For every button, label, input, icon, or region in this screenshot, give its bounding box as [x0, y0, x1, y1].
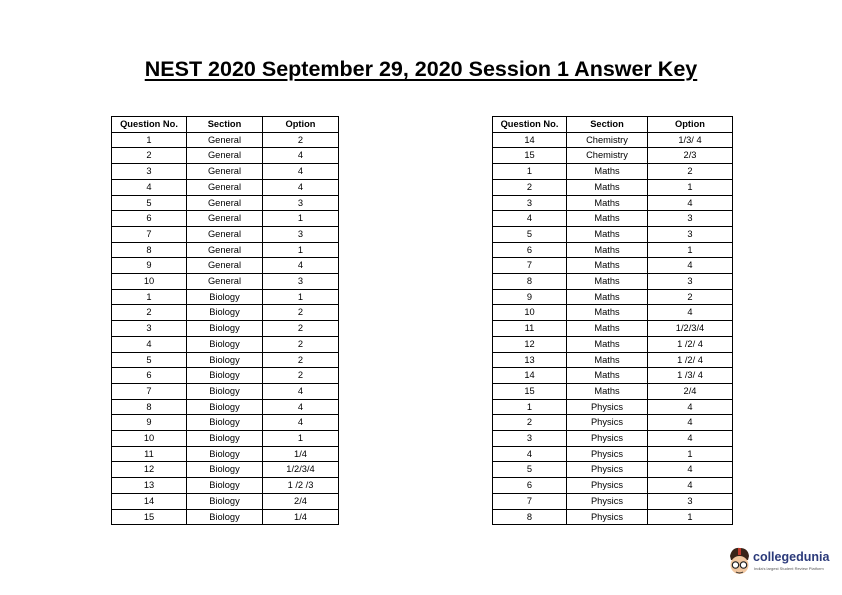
- section-cell: Biology: [187, 431, 263, 447]
- table-row: [112, 352, 339, 368]
- section-cell: General: [187, 226, 263, 242]
- section-cell: Maths: [567, 352, 648, 368]
- question-no-cell: 14: [493, 368, 567, 384]
- header-option: Option: [263, 117, 339, 133]
- collegedunia-logo: [726, 546, 836, 580]
- section-cell: Maths: [567, 274, 648, 290]
- option-cell: 3: [648, 226, 733, 242]
- question-no-cell: 4: [493, 211, 567, 227]
- question-no-cell: 2: [493, 415, 567, 431]
- option-cell: 4: [648, 258, 733, 274]
- section-cell: Biology: [187, 509, 263, 525]
- table-row: [112, 132, 339, 148]
- section-cell: General: [187, 258, 263, 274]
- section-cell: General: [187, 164, 263, 180]
- option-cell: 4: [648, 305, 733, 321]
- option-cell: 3: [648, 211, 733, 227]
- question-no-cell: 7: [112, 383, 187, 399]
- question-no-cell: 8: [493, 274, 567, 290]
- section-cell: Biology: [187, 289, 263, 305]
- option-cell: 4: [263, 164, 339, 180]
- option-cell: 3: [648, 274, 733, 290]
- header-question-no: Question No.: [112, 117, 187, 133]
- option-cell: 1: [263, 431, 339, 447]
- question-no-cell: 5: [493, 462, 567, 478]
- section-cell: Physics: [567, 399, 648, 415]
- header-question-no: Question No.: [493, 117, 567, 133]
- section-cell: Biology: [187, 493, 263, 509]
- question-no-cell: 5: [112, 195, 187, 211]
- question-no-cell: 12: [112, 462, 187, 478]
- question-no-cell: 4: [112, 179, 187, 195]
- option-cell: 1: [263, 211, 339, 227]
- option-cell: 1/2/3/4: [263, 462, 339, 478]
- option-cell: 2/4: [263, 493, 339, 509]
- option-cell: 1: [263, 289, 339, 305]
- question-no-cell: 5: [493, 226, 567, 242]
- question-no-cell: 15: [493, 383, 567, 399]
- question-no-cell: 7: [493, 258, 567, 274]
- option-cell: 3: [648, 493, 733, 509]
- question-no-cell: 4: [112, 336, 187, 352]
- table-row: [493, 132, 733, 148]
- mascot-icon: [726, 546, 752, 578]
- table-row: [493, 274, 733, 290]
- option-cell: 3: [263, 195, 339, 211]
- option-cell: 1/2/3/4: [648, 321, 733, 337]
- section-cell: Chemistry: [567, 148, 648, 164]
- section-cell: Biology: [187, 336, 263, 352]
- section-cell: General: [187, 195, 263, 211]
- section-cell: Maths: [567, 289, 648, 305]
- logo-brand: collegedunia: [753, 550, 830, 564]
- section-cell: General: [187, 242, 263, 258]
- option-cell: 1: [648, 179, 733, 195]
- question-no-cell: 13: [493, 352, 567, 368]
- question-no-cell: 15: [493, 148, 567, 164]
- question-no-cell: 5: [112, 352, 187, 368]
- option-cell: 2: [648, 164, 733, 180]
- section-cell: Biology: [187, 352, 263, 368]
- option-cell: 2: [263, 305, 339, 321]
- option-cell: 2/3: [648, 148, 733, 164]
- table-header-row: [112, 117, 339, 133]
- page-title: NEST 2020 September 29, 2020 Session 1 Answer Key: [144, 57, 698, 81]
- section-cell: General: [187, 148, 263, 164]
- section-cell: Maths: [567, 179, 648, 195]
- option-cell: 1: [648, 509, 733, 525]
- option-cell: 4: [648, 195, 733, 211]
- section-cell: Maths: [567, 321, 648, 337]
- table-row: [112, 493, 339, 509]
- table-row: [493, 305, 733, 321]
- table-row: [112, 478, 339, 494]
- question-no-cell: 2: [112, 305, 187, 321]
- table-row: [112, 368, 339, 384]
- question-no-cell: 1: [112, 289, 187, 305]
- answer-table-left: [111, 116, 339, 525]
- section-cell: Maths: [567, 164, 648, 180]
- section-cell: Maths: [567, 258, 648, 274]
- table-row: [112, 446, 339, 462]
- section-cell: Physics: [567, 509, 648, 525]
- section-cell: Physics: [567, 462, 648, 478]
- option-cell: 1 /2/ 4: [648, 352, 733, 368]
- table-row: [493, 242, 733, 258]
- table-row: [112, 211, 339, 227]
- question-no-cell: 11: [112, 446, 187, 462]
- table-row: [493, 352, 733, 368]
- table-row: [112, 431, 339, 447]
- section-cell: Biology: [187, 305, 263, 321]
- section-cell: Biology: [187, 446, 263, 462]
- option-cell: 4: [648, 431, 733, 447]
- table-row: [493, 431, 733, 447]
- option-cell: 1: [263, 242, 339, 258]
- answer-table-right: [492, 116, 733, 525]
- section-cell: Maths: [567, 242, 648, 258]
- table-row: [493, 336, 733, 352]
- header-section: Section: [187, 117, 263, 133]
- question-no-cell: 11: [493, 321, 567, 337]
- option-cell: 4: [263, 179, 339, 195]
- table-row: [493, 148, 733, 164]
- section-cell: Maths: [567, 226, 648, 242]
- option-cell: 4: [263, 415, 339, 431]
- option-cell: 4: [263, 399, 339, 415]
- question-no-cell: 14: [112, 493, 187, 509]
- question-no-cell: 3: [493, 431, 567, 447]
- section-cell: Maths: [567, 336, 648, 352]
- option-cell: 2: [263, 352, 339, 368]
- question-no-cell: 9: [493, 289, 567, 305]
- section-cell: Biology: [187, 478, 263, 494]
- option-cell: 1/4: [263, 509, 339, 525]
- option-cell: 1 /2/ 4: [648, 336, 733, 352]
- table-row: [112, 399, 339, 415]
- table-row: [493, 226, 733, 242]
- option-cell: 2: [263, 132, 339, 148]
- header-section: Section: [567, 117, 648, 133]
- question-no-cell: 10: [112, 431, 187, 447]
- table-row: [112, 321, 339, 337]
- section-cell: General: [187, 179, 263, 195]
- table-row: [493, 415, 733, 431]
- option-cell: 1: [648, 242, 733, 258]
- question-no-cell: 1: [112, 132, 187, 148]
- question-no-cell: 2: [112, 148, 187, 164]
- table-row: [493, 383, 733, 399]
- table-row: [493, 289, 733, 305]
- section-cell: Biology: [187, 321, 263, 337]
- section-cell: Biology: [187, 415, 263, 431]
- question-no-cell: 13: [112, 478, 187, 494]
- option-cell: 2: [263, 321, 339, 337]
- question-no-cell: 6: [493, 478, 567, 494]
- section-cell: Biology: [187, 368, 263, 384]
- table-row: [112, 195, 339, 211]
- section-cell: Maths: [567, 368, 648, 384]
- option-cell: 1 /2 /3: [263, 478, 339, 494]
- section-cell: General: [187, 211, 263, 227]
- section-cell: General: [187, 274, 263, 290]
- table-row: [493, 258, 733, 274]
- question-no-cell: 4: [493, 446, 567, 462]
- question-no-cell: 1: [493, 164, 567, 180]
- section-cell: Physics: [567, 431, 648, 447]
- table-row: [112, 383, 339, 399]
- question-no-cell: 8: [493, 509, 567, 525]
- option-cell: 3: [263, 274, 339, 290]
- question-no-cell: 12: [493, 336, 567, 352]
- question-no-cell: 2: [493, 179, 567, 195]
- section-cell: Biology: [187, 383, 263, 399]
- table-row: [493, 164, 733, 180]
- table-row: [112, 509, 339, 525]
- logo-tagline: India's largest Student Review Platform: [754, 566, 824, 571]
- question-no-cell: 15: [112, 509, 187, 525]
- section-cell: Maths: [567, 211, 648, 227]
- question-no-cell: 7: [493, 493, 567, 509]
- question-no-cell: 7: [112, 226, 187, 242]
- question-no-cell: 9: [112, 415, 187, 431]
- section-cell: Physics: [567, 415, 648, 431]
- table-row: [112, 462, 339, 478]
- option-cell: 1/4: [263, 446, 339, 462]
- table-row: [493, 446, 733, 462]
- option-cell: 2/4: [648, 383, 733, 399]
- question-no-cell: 14: [493, 132, 567, 148]
- question-no-cell: 8: [112, 242, 187, 258]
- section-cell: Biology: [187, 399, 263, 415]
- option-cell: 4: [263, 148, 339, 164]
- table-row: [112, 274, 339, 290]
- table-row: [493, 399, 733, 415]
- question-no-cell: 3: [112, 321, 187, 337]
- option-cell: 1: [648, 446, 733, 462]
- option-cell: 2: [263, 368, 339, 384]
- option-cell: 2: [263, 336, 339, 352]
- question-no-cell: 10: [112, 274, 187, 290]
- table-row: [112, 179, 339, 195]
- option-cell: 4: [648, 462, 733, 478]
- option-cell: 4: [648, 478, 733, 494]
- table-row: [493, 368, 733, 384]
- table-row: [493, 179, 733, 195]
- option-cell: 4: [263, 383, 339, 399]
- question-no-cell: 8: [112, 399, 187, 415]
- table-row: [493, 478, 733, 494]
- option-cell: 4: [648, 415, 733, 431]
- option-cell: 4: [648, 399, 733, 415]
- table-row: [112, 242, 339, 258]
- question-no-cell: 3: [493, 195, 567, 211]
- question-no-cell: 10: [493, 305, 567, 321]
- table-row: [493, 493, 733, 509]
- table-row: [112, 289, 339, 305]
- option-cell: 4: [263, 258, 339, 274]
- section-cell: Biology: [187, 462, 263, 478]
- table-row: [493, 321, 733, 337]
- table-header-row: [493, 117, 733, 133]
- option-cell: 1 /3/ 4: [648, 368, 733, 384]
- table-row: [112, 258, 339, 274]
- table-row: [493, 195, 733, 211]
- table-row: [112, 305, 339, 321]
- question-no-cell: 9: [112, 258, 187, 274]
- question-no-cell: 6: [112, 211, 187, 227]
- table-row: [112, 226, 339, 242]
- section-cell: Maths: [567, 195, 648, 211]
- header-option: Option: [648, 117, 733, 133]
- section-cell: Chemistry: [567, 132, 648, 148]
- table-row: [112, 336, 339, 352]
- table-row: [493, 211, 733, 227]
- section-cell: General: [187, 132, 263, 148]
- table-row: [493, 509, 733, 525]
- question-no-cell: 6: [493, 242, 567, 258]
- option-cell: 3: [263, 226, 339, 242]
- option-cell: 1/3/ 4: [648, 132, 733, 148]
- question-no-cell: 6: [112, 368, 187, 384]
- section-cell: Physics: [567, 493, 648, 509]
- table-row: [112, 415, 339, 431]
- question-no-cell: 1: [493, 399, 567, 415]
- table-row: [112, 148, 339, 164]
- table-row: [493, 462, 733, 478]
- table-row: [112, 164, 339, 180]
- section-cell: Maths: [567, 383, 648, 399]
- option-cell: 2: [648, 289, 733, 305]
- section-cell: Maths: [567, 305, 648, 321]
- question-no-cell: 3: [112, 164, 187, 180]
- section-cell: Physics: [567, 446, 648, 462]
- section-cell: Physics: [567, 478, 648, 494]
